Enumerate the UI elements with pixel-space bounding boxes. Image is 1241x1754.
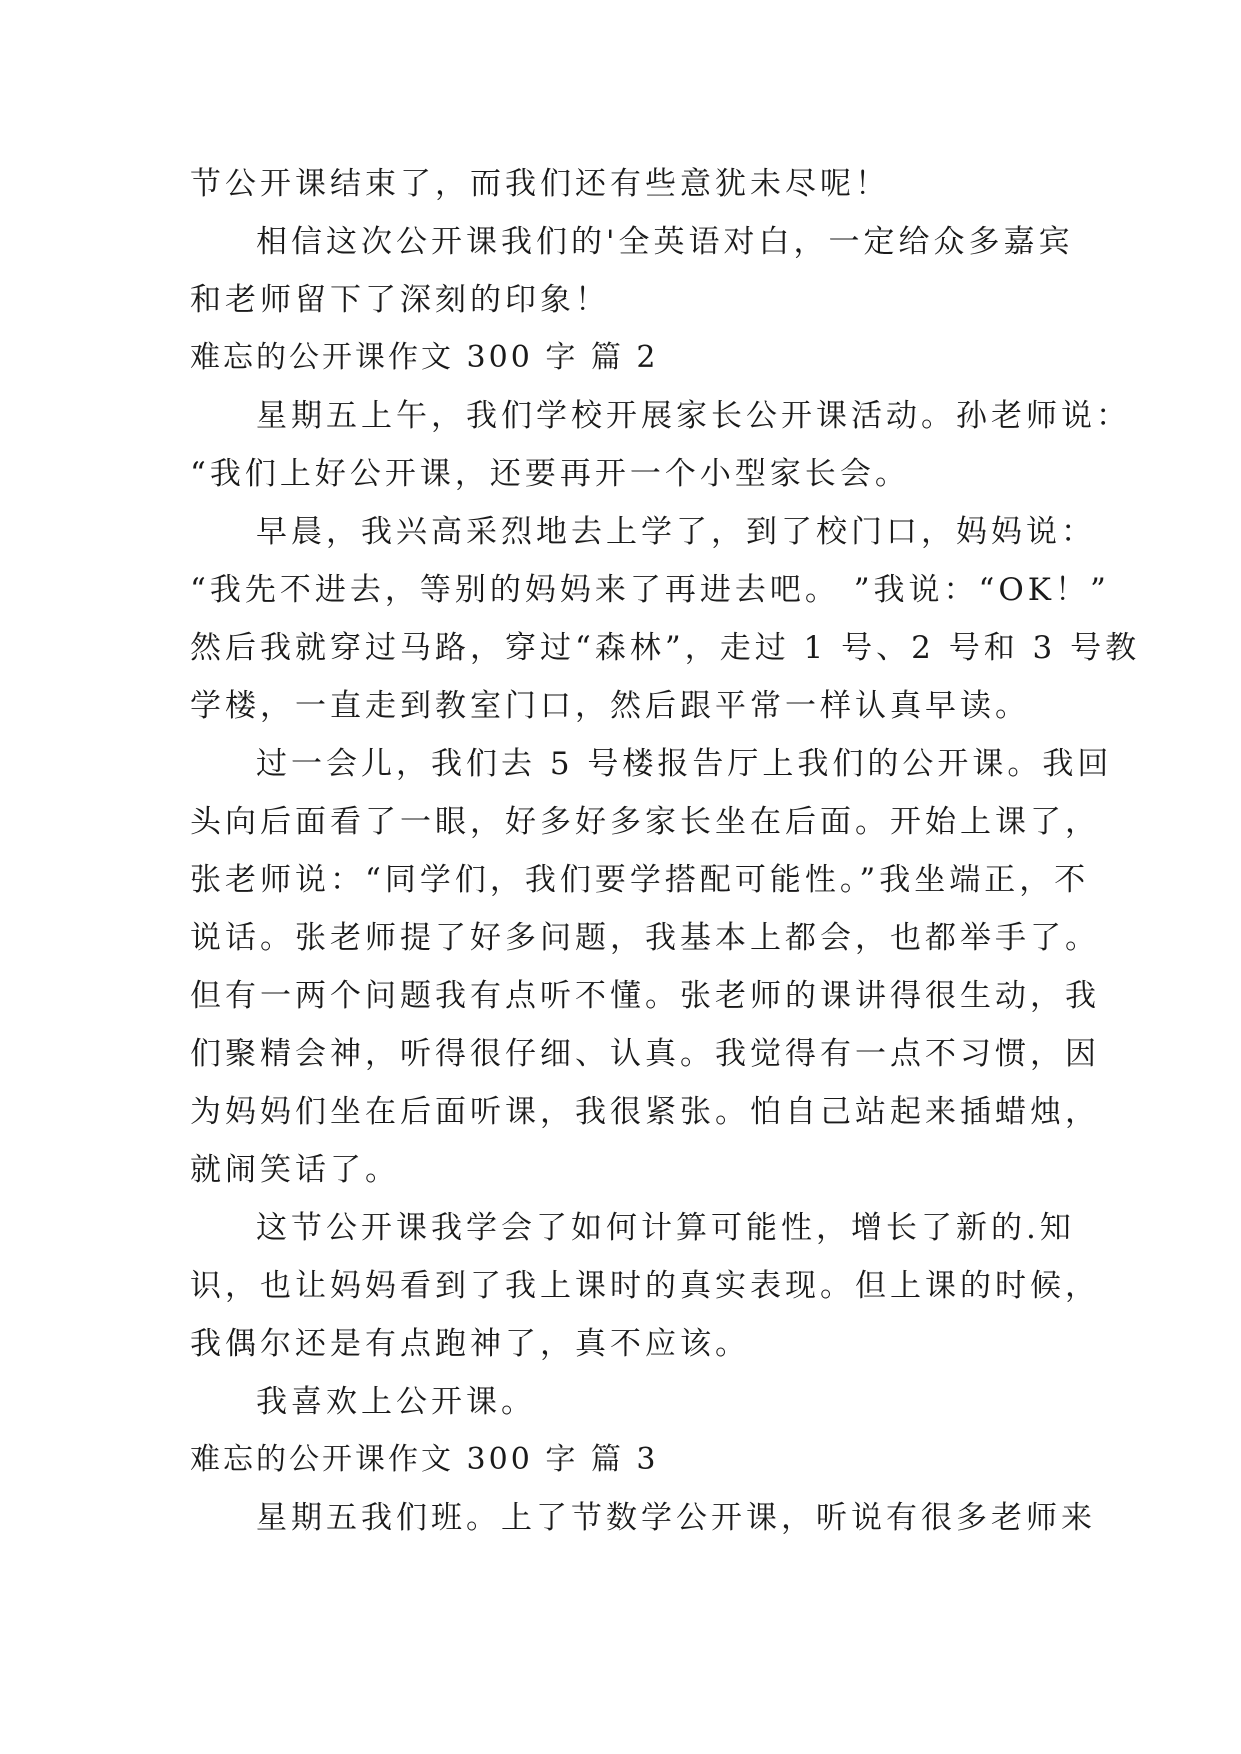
section-heading: 难忘的公开课作文 300 字 篇 2: [190, 340, 659, 375]
text-line: 说话。张老师提了好多问题，我基本上都会，也都举手了。: [190, 920, 1100, 956]
text-line: 但有一两个问题我有点听不懂。张老师的课讲得很生动，我: [190, 978, 1100, 1014]
text-line: 这节公开课我学会了如何计算可能性，增长了新的.知: [256, 1210, 1075, 1246]
text-line: 早晨，我兴高采烈地去上学了，到了校门口，妈妈说：: [256, 514, 1096, 550]
text-line: 为妈妈们坐在后面听课，我很紧张。怕自己站起来插蜡烛，: [190, 1094, 1100, 1130]
text-line: 星期五上午，我们学校开展家长公开课活动。孙老师说：: [256, 398, 1131, 434]
text-line: 过一会儿，我们去 5 号楼报告厅上我们的公开课。我回: [256, 746, 1113, 782]
text-line: 和老师留下了深刻的印象！: [190, 282, 610, 318]
text-line: “我们上好公开课，还要再开一个小型家长会。: [190, 456, 910, 492]
text-line: 我喜欢上公开课。: [256, 1384, 536, 1420]
text-line: 然后我就穿过马路，穿过“森林”，走过 1 号、2 号和 3 号教: [190, 630, 1141, 666]
document-page: [190, 155, 1141, 1547]
text-line: 相信这次公开课我们的'全英语对白，一定给众多嘉宾: [256, 224, 1074, 260]
text-line: 学楼，一直走到教室门口，然后跟平常一样认真早读。: [190, 688, 1030, 724]
text-line: 节公开课结束了，而我们还有些意犹未尽呢！: [190, 166, 890, 202]
text-line: 们聚精会神，听得很仔细、认真。我觉得有一点不习惯，因: [190, 1036, 1100, 1072]
text-line: 识，也让妈妈看到了我上课时的真实表现。但上课的时候，: [190, 1268, 1100, 1304]
text-line: 我偶尔还是有点跑神了，真不应该。: [190, 1326, 750, 1362]
text-line: 头向后面看了一眼，好多好多家长坐在后面。开始上课了，: [190, 804, 1100, 840]
text-line: 张老师说：“同学们，我们要学搭配可能性。”我坐端正，不: [190, 862, 1090, 898]
text-line: “我先不进去，等别的妈妈来了再进去吧。 ”我说：“OK！”: [190, 572, 1110, 608]
text-line: 就闹笑话了。: [190, 1152, 400, 1188]
text-line: 星期五我们班。上了节数学公开课，听说有很多老师来: [256, 1500, 1096, 1536]
section-heading: 难忘的公开课作文 300 字 篇 3: [190, 1442, 659, 1477]
